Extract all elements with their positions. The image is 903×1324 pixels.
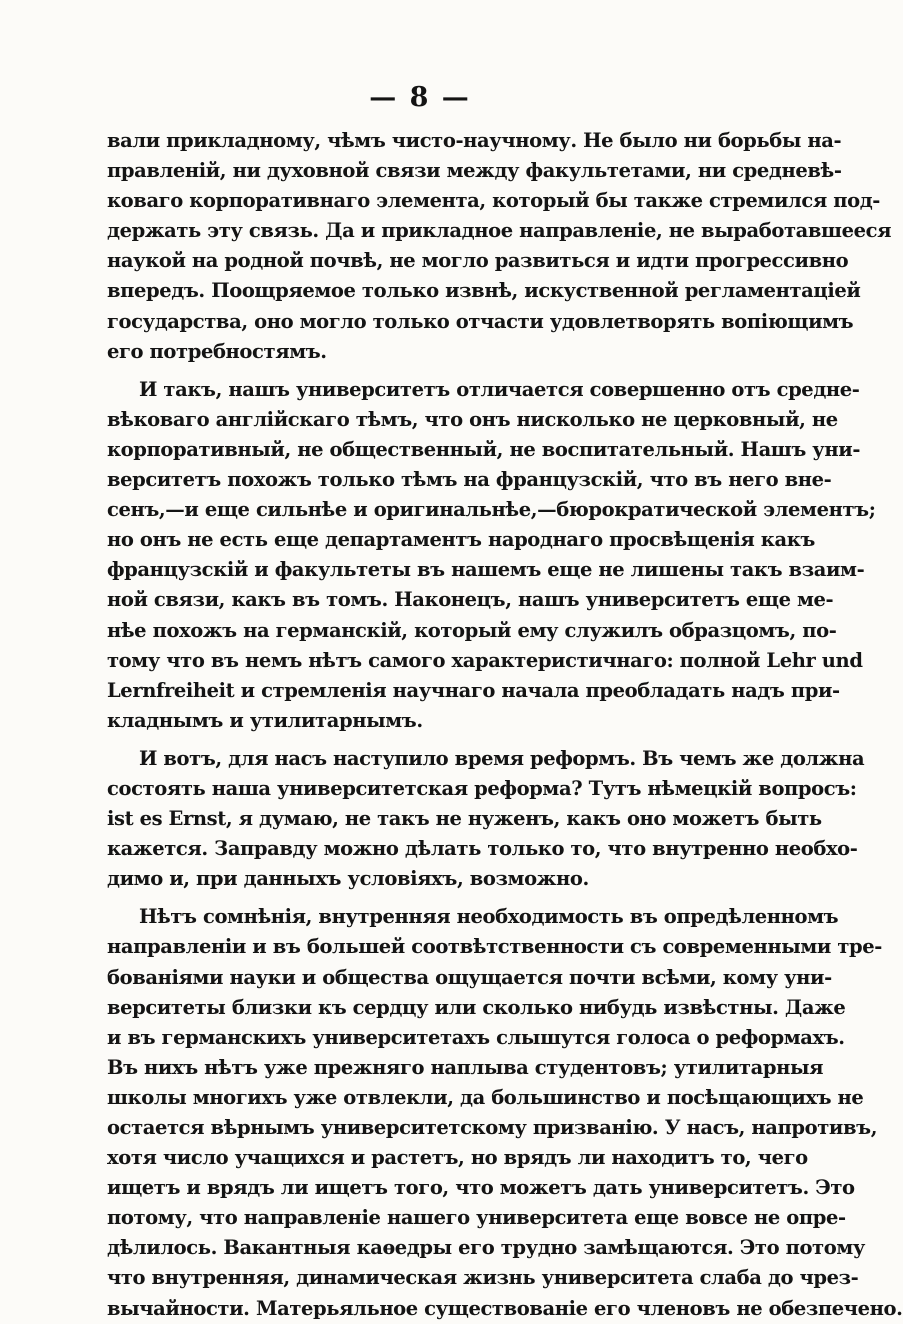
- text-line: потому, что направленіе нашего университета еще вовсе не опре-: [107, 1206, 846, 1230]
- text-line: его потребностямъ.: [107, 339, 327, 363]
- text-line: верситетъ похожъ только тѣмъ на французскій, что въ него внe-: [107, 468, 832, 492]
- text-line: что внутренняя, динамическая жизнь университета слаба до чрез-: [107, 1266, 859, 1290]
- text-line: остается вѣрнымъ университетскому призванію. У насъ, напротивъ,: [107, 1116, 878, 1139]
- text-line: кажется. Заправду можно дѣлать только то, что внутренно необхо-: [107, 837, 858, 861]
- text-line: вѣковаго англійскаго тѣмъ, что онъ нисколько не церковный, не: [107, 407, 838, 431]
- text-line: ной связи, какъ въ томъ. Наконецъ, нашъ университетъ еще ме-: [107, 588, 834, 612]
- text-line: правленій, ни духовной связи между факультетами, ни средневѣ-: [107, 159, 842, 183]
- text-line: наукой на родной почвѣ, не могло развиться и идти прогрессивно: [107, 249, 849, 273]
- text-line: вычайности. Матерьяльное существованіе его членовъ не обезпечено.: [107, 1296, 903, 1320]
- text-line: И вотъ, для насъ наступило время реформъ. Въ чемъ же должна: [139, 746, 865, 770]
- text-line: направленіи и въ большей соотвѣтственности съ современными тре-: [107, 935, 882, 959]
- page-number: — 8 —: [369, 82, 471, 113]
- text-line: хотя число учащихся и растетъ, но врядъ ли находитъ то, чего: [107, 1146, 808, 1170]
- text-line: корпоративный, не общественный, не воспитательный. Нашъ уни-: [107, 437, 861, 461]
- text-line: дѣлилось. Вакантныя каѳедры его трудно замѣщаются. Это потому: [107, 1236, 865, 1260]
- text-line: Въ нихъ нѣтъ уже прежняго наплыва студентовъ; утилитарныя: [107, 1055, 824, 1079]
- text-line: вали прикладному, чѣмъ чисто-научному. Не было ни борьбы на-: [107, 129, 842, 152]
- text-line: государства, оно могло только отчасти удовлетворять вопіющимъ: [107, 309, 854, 333]
- text-line: димо и, при данныхъ условіяхъ, возможно.: [107, 867, 589, 891]
- text-line: верситеты близки къ сердцу или сколько нибудь извѣстны. Даже: [107, 995, 846, 1019]
- text-line: ist es Ernst, я думаю, не такъ не нуженъ, какъ оно можетъ быть: [107, 807, 822, 831]
- text-line: и въ германскихъ университетахъ слышутся голоса о реформахъ.: [107, 1025, 845, 1049]
- text-line: тому что въ немъ нѣтъ самого характеристичнаго: полной Lehr und: [107, 648, 863, 672]
- text-line: держать эту связь. Да и прикладное направленіе, не выработавшееся: [107, 219, 892, 243]
- text-line: ищетъ и врядъ ли ищетъ того, что можетъ дать университетъ. Это: [107, 1176, 855, 1200]
- body-text: [107, 126, 903, 1324]
- paragraph-4: [107, 902, 903, 1323]
- text-line: состоять наша университетская реформа? Тутъ нѣмецкій вопросъ:: [107, 776, 857, 800]
- text-line: И такъ, нашъ университетъ отличается совершенно отъ средне-: [139, 377, 860, 401]
- paragraph-2: [107, 375, 876, 736]
- paragraph-3: [107, 744, 865, 894]
- text-line: но онъ не есть еще департаментъ народнаго просвѣщенія какъ: [107, 528, 815, 552]
- text-line: коваго корпоративнаго элемента, который бы также стремился под-: [107, 189, 881, 213]
- paragraph-1: [107, 126, 892, 367]
- text-line: школы многихъ уже отвлекли, да большинство и посѣщающихъ не: [107, 1085, 864, 1109]
- text-line: нѣе похожъ на германскій, который ему служилъ образцомъ, по-: [107, 618, 837, 642]
- text-line: кладнымъ и утилитарнымъ.: [107, 708, 423, 732]
- text-line: впередъ. Поощряемое только извнѣ, искуственной регламентаціей: [107, 279, 861, 303]
- text-line: французскій и факультеты въ нашемъ еще не лишены такъ взаим-: [107, 558, 865, 582]
- text-line: бованіями науки и общества ощущается почти всѣми, кому уни-: [107, 965, 832, 989]
- text-line: Lernfreiheit и стремленія научнаго начала преобладать надъ при-: [107, 678, 840, 702]
- text-line: Нѣтъ сомнѣнія, внутренняя необходимость въ опредѣленномъ: [139, 905, 839, 929]
- text-line: сенъ,—и еще сильнѣе и оригинальнѣе,—бюрократической элементъ;: [107, 498, 876, 522]
